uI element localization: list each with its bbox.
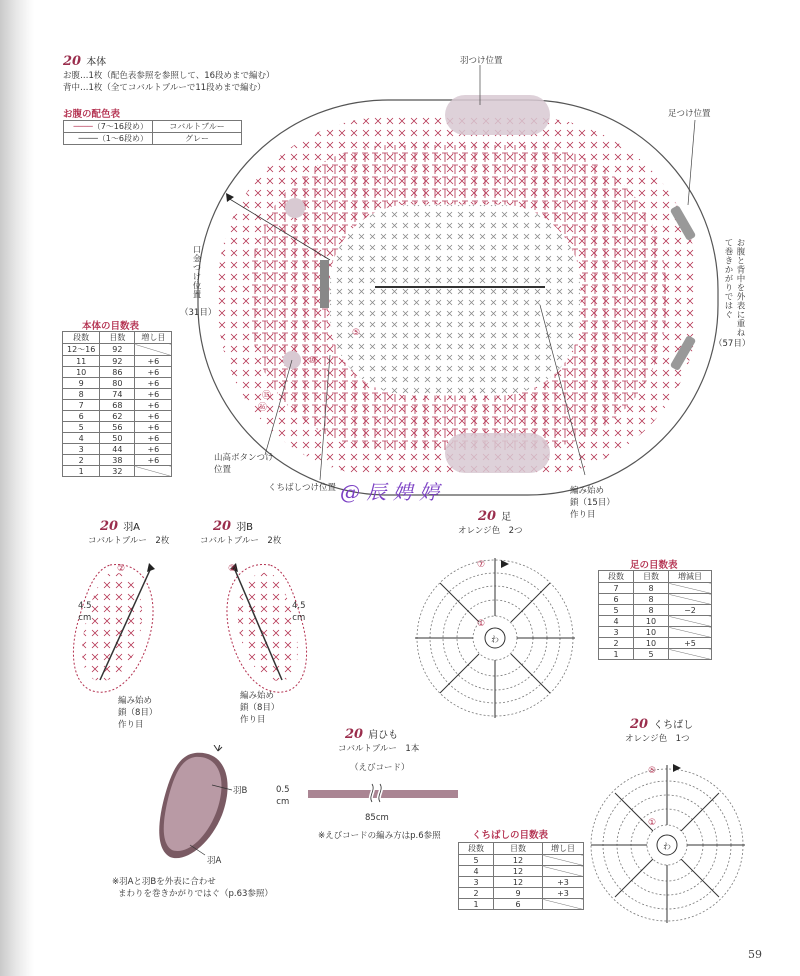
assembly-label-a: 羽A	[207, 856, 222, 866]
table-row	[599, 649, 712, 660]
table-row	[459, 855, 584, 866]
foot-ring-label: わ	[491, 635, 499, 644]
table-header-cell: 目数	[494, 843, 543, 855]
wing-b-round: ②	[228, 564, 237, 574]
table-cell: +6	[135, 411, 172, 422]
foot-pos-label: 足つけ位置	[668, 109, 711, 119]
page-binding-shadow	[0, 0, 34, 976]
wing-pos-top	[445, 95, 550, 135]
round-marker-15: ⑮	[262, 391, 272, 401]
table-cell: +6	[135, 378, 172, 389]
table-cell: 7	[63, 400, 100, 411]
wing-b-make: 作り目	[240, 715, 266, 725]
table-cell	[135, 344, 172, 356]
foot-chart	[405, 540, 585, 725]
beak-count-table-title: くちばしの目数表	[472, 830, 549, 841]
table-row	[599, 616, 712, 627]
table-cell: 1	[459, 899, 494, 910]
mouth-frame-pos	[320, 260, 329, 308]
wing-a-number: 20	[100, 519, 119, 534]
beak-arrow-icon	[673, 764, 681, 772]
table-header-cell: 増減目	[669, 571, 712, 583]
table-header-cell: 増し目	[543, 843, 584, 855]
table-cell: −2	[669, 605, 712, 616]
beak-round-top: ⑤	[648, 766, 657, 776]
foot-arrow-icon	[501, 560, 509, 568]
body-count-table	[62, 331, 172, 477]
wing-a-arrow-icon	[147, 563, 155, 572]
wing-b-shape	[164, 757, 222, 851]
foot-count-table-title: 足の目数表	[630, 560, 678, 571]
table-cell	[543, 899, 584, 910]
color-range-2: （1〜6段め）	[97, 134, 148, 143]
table-cell: 1	[63, 466, 100, 477]
table-cell: 6	[494, 899, 543, 910]
table-cell: 9	[494, 888, 543, 899]
table-row	[599, 627, 712, 638]
table-cell: 10	[634, 638, 669, 649]
table-row	[63, 367, 172, 378]
wing-b-unit: cm	[292, 613, 306, 623]
table-cell: 4	[63, 433, 100, 444]
table-row	[63, 378, 172, 389]
beak-pos-label: くちばしつけ位置	[268, 483, 337, 493]
wing-b-title: 羽B	[236, 522, 254, 533]
wing-pos-label: 羽つけ位置	[460, 56, 503, 66]
table-cell: 5	[599, 605, 634, 616]
wing-assembly-figure	[150, 745, 260, 875]
table-row	[599, 605, 712, 616]
table-cell: +3	[543, 888, 584, 899]
foot-title: 足	[501, 512, 512, 523]
table-cell: +6	[135, 400, 172, 411]
button-pos-label: 山高ボタンつけ位置	[214, 453, 274, 475]
beak-color: オレンジ色 1つ	[625, 734, 690, 744]
table-row: ────（7〜16段め） コバルトブルー	[64, 121, 242, 133]
wing-b-number: 20	[213, 519, 232, 534]
wing-a-title: 羽A	[123, 522, 141, 533]
main-body-line2: 背中…1枚（全てコバルトブルーで11段めまで編む）	[63, 83, 266, 93]
foot-heading	[478, 505, 511, 524]
table-row	[63, 455, 172, 466]
table-cell: 8	[634, 583, 669, 594]
table-row	[459, 866, 584, 877]
start-make-label: 作り目	[570, 510, 596, 520]
table-row	[63, 389, 172, 400]
table-cell: 4	[599, 616, 634, 627]
table-cell: 4	[459, 866, 494, 877]
table-row	[599, 583, 712, 594]
table-cell	[669, 594, 712, 605]
beak-round-inner: ①	[648, 818, 657, 828]
table-row	[459, 877, 584, 888]
beak-ring-label: わ	[663, 842, 671, 851]
table-cell: 7	[599, 583, 634, 594]
wing-a-round: ②	[117, 564, 126, 574]
strap-number: 20	[345, 727, 364, 742]
table-cell: 56	[100, 422, 135, 433]
main-body-heading	[63, 50, 106, 69]
round-marker-10: ⑩	[308, 356, 317, 366]
beak-chart	[585, 750, 755, 930]
table-cell: 5	[63, 422, 100, 433]
table-cell: 5	[634, 649, 669, 660]
main-body-title: 本体	[86, 57, 107, 68]
beak-count-table	[458, 842, 584, 910]
table-cell: +5	[669, 638, 712, 649]
table-cell: 80	[100, 378, 135, 389]
color-name-2: グレー	[153, 133, 242, 145]
table-cell: 8	[634, 605, 669, 616]
table-cell: +6	[135, 389, 172, 400]
table-cell: 62	[100, 411, 135, 422]
wing-a-heading	[100, 515, 140, 534]
wing-a-unit: cm	[78, 613, 92, 623]
color-table-title: お腹の配色表	[63, 109, 121, 120]
foot-count-table	[598, 570, 712, 660]
table-cell: +6	[135, 444, 172, 455]
table-cell: 6	[63, 411, 100, 422]
right-note-label: お腹と背中を外表に重ねて巻きかがりではぐ	[723, 238, 745, 337]
main-body-line1: お腹…1枚（配色表参照を参照して、16段めまで編む）	[63, 71, 275, 81]
table-row	[63, 444, 172, 455]
assembly-note-2: まわりを巻きかがりではぐ（p.63参照）	[118, 889, 273, 899]
table-row	[599, 638, 712, 649]
table-cell: +6	[135, 422, 172, 433]
table-cell: 1	[599, 649, 634, 660]
table-header-row	[599, 571, 712, 583]
table-cell: 44	[100, 444, 135, 455]
strap-unit: cm	[276, 797, 290, 807]
wing-b-start: 編み始め	[240, 691, 275, 701]
table-row	[63, 433, 172, 444]
beak-number: 20	[630, 717, 649, 732]
beak-title: くちばし	[653, 720, 694, 731]
table-cell: 86	[100, 367, 135, 378]
strap-heading	[345, 723, 398, 742]
table-cell: 32	[100, 466, 135, 477]
wing-a-color: コバルトブルー 2枚	[88, 536, 170, 546]
table-row	[63, 344, 172, 356]
body-count-table-title: 本体の目数表	[82, 321, 140, 332]
table-cell: 92	[100, 356, 135, 367]
table-cell: 5	[459, 855, 494, 866]
table-cell	[543, 855, 584, 866]
foot-number: 20	[478, 509, 497, 524]
wing-b-heading	[213, 515, 253, 534]
assembly-note-1: ※羽Aと羽Bを外表に合わせ	[112, 877, 216, 887]
wing-b-size: 4.5	[292, 601, 306, 611]
wing-a-chart	[65, 555, 175, 705]
down-arrow-icon	[214, 745, 222, 751]
strap-length: 85cm	[365, 813, 389, 823]
center-rounds	[330, 205, 580, 395]
table-cell: 9	[63, 378, 100, 389]
table-cell	[669, 616, 712, 627]
table-cell: 8	[63, 389, 100, 400]
strap-color: コバルトブルー 1本	[338, 744, 420, 754]
table-cell: 2	[63, 455, 100, 466]
round-marker-5: ⑤	[352, 328, 361, 338]
table-header-cell: 目数	[634, 571, 669, 583]
strap-thickness: 0.5	[276, 785, 290, 795]
table-row: ────（1〜6段め） グレー	[64, 133, 242, 145]
table-cell: 12	[494, 877, 543, 888]
table-cell: 6	[599, 594, 634, 605]
table-cell: 12〜16	[63, 344, 100, 356]
table-cell: +6	[135, 455, 172, 466]
table-header-cell: 目数	[100, 332, 135, 344]
table-cell: 10	[634, 616, 669, 627]
table-row	[63, 356, 172, 367]
round-marker-16: ⑯	[258, 403, 268, 413]
strap-cord: （えびコード）	[350, 763, 410, 773]
strap-title: 肩ひも	[368, 730, 399, 741]
wing-a-size: 4.5	[78, 601, 92, 611]
wing-b-chart	[210, 555, 320, 705]
table-cell: 3	[599, 627, 634, 638]
table-row	[459, 899, 584, 910]
table-cell: 2	[459, 888, 494, 899]
start-chain-label: 鎖（15目）	[570, 498, 615, 508]
color-name-1: コバルトブルー	[153, 121, 242, 133]
page-number: 59	[748, 948, 762, 961]
table-cell: 3	[459, 877, 494, 888]
foot-color: オレンジ色 2つ	[458, 526, 523, 536]
table-row	[63, 411, 172, 422]
table-row	[459, 888, 584, 899]
strap-figure	[300, 780, 465, 808]
table-cell: 38	[100, 455, 135, 466]
table-cell: +3	[543, 877, 584, 888]
strap-note: ※えびコードの編み方はp.6参照	[318, 831, 441, 841]
button-pos-marker	[285, 198, 305, 218]
mouth-count-label: （31目）	[180, 308, 217, 318]
table-cell: 3	[63, 444, 100, 455]
table-cell: 10	[634, 627, 669, 638]
table-cell: 68	[100, 400, 135, 411]
table-row	[63, 466, 172, 477]
table-cell: 50	[100, 433, 135, 444]
beak-heading	[630, 713, 693, 732]
table-cell: 10	[63, 367, 100, 378]
main-body-chart	[180, 55, 740, 505]
table-cell	[669, 649, 712, 660]
table-cell: +6	[135, 356, 172, 367]
table-header-row	[63, 332, 172, 344]
foot-round-inner: ①	[477, 619, 486, 629]
main-body-number: 20	[63, 54, 82, 69]
table-cell: 12	[494, 866, 543, 877]
table-header-cell: 段数	[459, 843, 494, 855]
table-cell: 8	[634, 594, 669, 605]
wing-b-chain-label: 鎖（8目）	[240, 703, 280, 713]
table-cell: 11	[63, 356, 100, 367]
table-cell: 12	[494, 855, 543, 866]
table-cell: +6	[135, 367, 172, 378]
wing-b-color: コバルトブルー 2枚	[200, 536, 282, 546]
assembly-label-b: 羽B	[233, 786, 248, 796]
table-row	[63, 400, 172, 411]
table-cell: 92	[100, 344, 135, 356]
table-header-cell: 段数	[63, 332, 100, 344]
table-cell	[135, 466, 172, 477]
table-header-cell: 増し目	[135, 332, 172, 344]
wing-a-chain-label: 鎖（8目）	[118, 708, 158, 718]
table-cell: +6	[135, 433, 172, 444]
table-cell	[543, 866, 584, 877]
table-cell	[669, 583, 712, 594]
start-label: 編み始め	[570, 486, 605, 496]
table-header-row	[459, 843, 584, 855]
table-header-cell: 段数	[599, 571, 634, 583]
watermark: @ 辰 娉 婷	[340, 480, 440, 504]
wing-a-start: 編み始め	[118, 696, 153, 706]
table-row	[599, 594, 712, 605]
table-cell: 2	[599, 638, 634, 649]
mouth-pos-label: 口金つけ位置	[191, 245, 201, 299]
strap-bar	[308, 790, 458, 798]
wing-pos-bottom	[445, 433, 550, 473]
table-cell	[669, 627, 712, 638]
table-row	[63, 422, 172, 433]
table-cell: 74	[100, 389, 135, 400]
right-count-label: （57目）	[714, 339, 751, 349]
foot-round-top: ⑦	[477, 560, 486, 570]
color-range-1: （7〜16段め）	[92, 122, 148, 131]
wing-a-make: 作り目	[118, 720, 144, 730]
